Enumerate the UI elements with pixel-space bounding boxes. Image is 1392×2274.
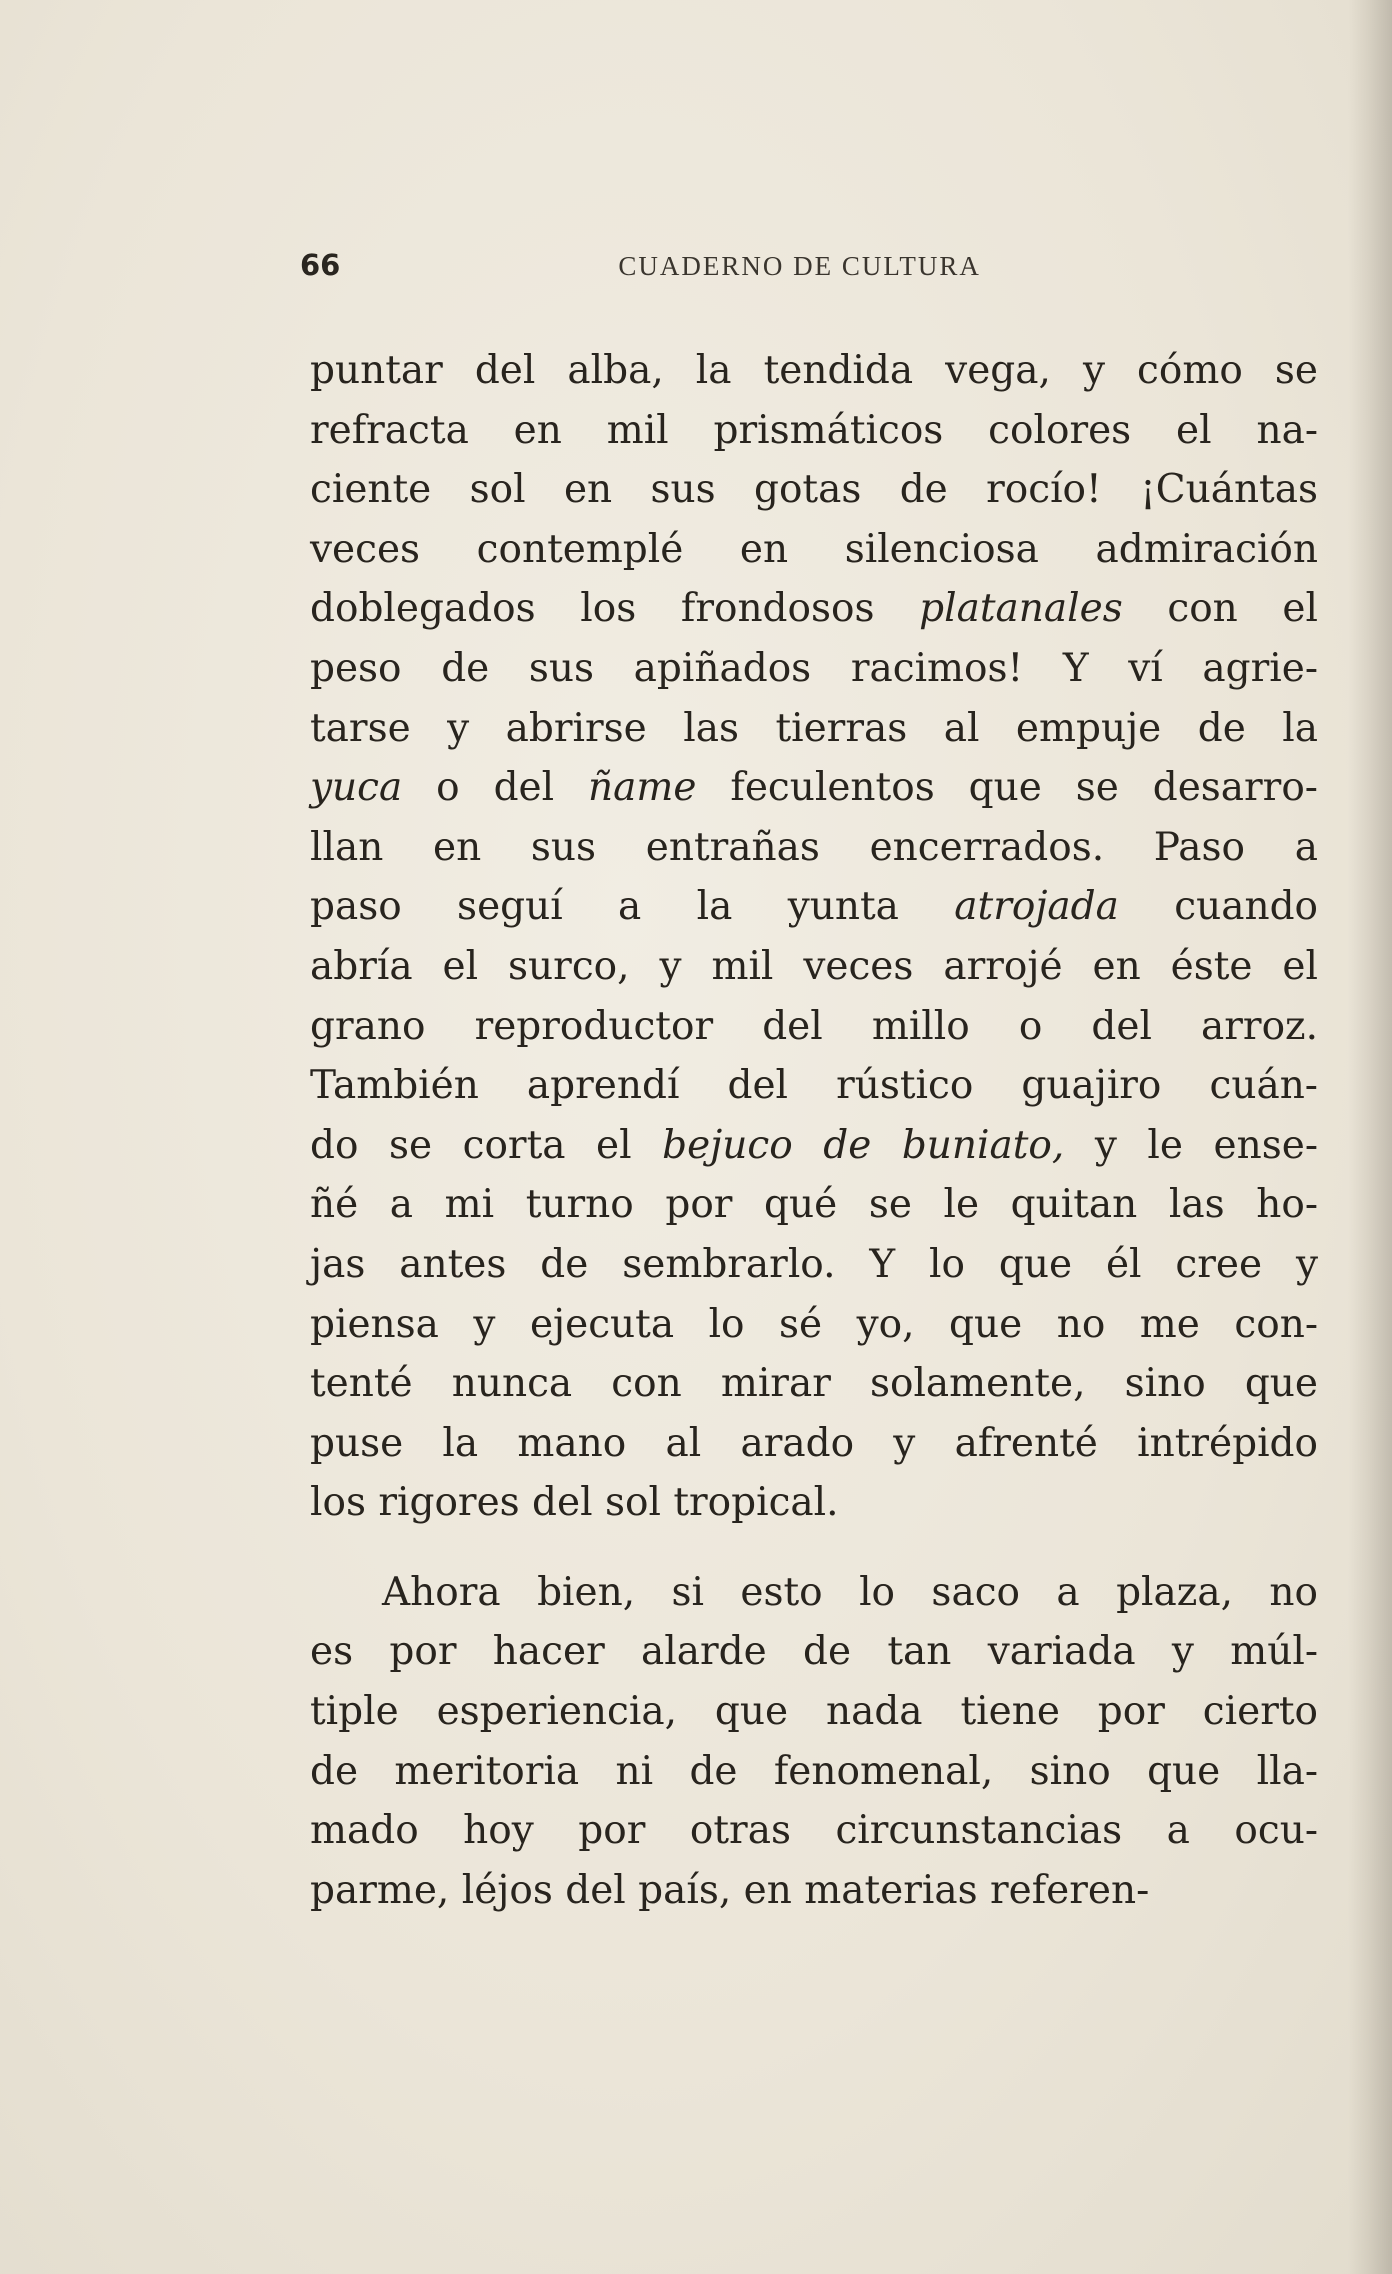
text-line	[310, 639, 1318, 699]
text-segment: tenté nunca con mirar solamente, sino que	[310, 1361, 1318, 1407]
text-segment: ciente sol en sus gotas de rocío! ¡Cuántas	[310, 467, 1318, 513]
page-header	[300, 248, 1040, 288]
text-segment: do se corta el	[310, 1122, 663, 1168]
text-segment: llan en sus entrañas encerrados. Paso a	[310, 824, 1318, 870]
text-segment: peso de sus apiñados racimos! Y ví agrie-	[310, 645, 1318, 691]
text-segment: los rigores del sol tropical.	[310, 1480, 839, 1526]
text-segment: doblegados los frondosos	[310, 586, 920, 632]
text-line	[310, 1622, 1318, 1682]
text-segment: También aprendí del rústico guajiro cuán-	[310, 1063, 1318, 1109]
running-head: CUADERNO DE CULTURA	[618, 251, 981, 281]
italic-term: yuca	[310, 765, 403, 811]
text-segment: grano reproductor del millo o del arroz.	[310, 1003, 1318, 1049]
text-line	[310, 1295, 1318, 1355]
text-segment: abría el surco, y mil veces arrojé en éste el	[310, 943, 1318, 989]
text-line	[310, 460, 1318, 520]
text-segment: piensa y ejecuta lo sé yo, que no me con-	[310, 1301, 1318, 1347]
text-segment: refracta en mil prismáticos colores el na-	[310, 407, 1318, 453]
page-number: 66	[300, 248, 341, 282]
text-segment: veces contemplé en silenciosa admiración	[310, 526, 1318, 572]
text-line	[310, 1801, 1318, 1861]
text-segment: mado hoy por otras circunstancias a ocu-	[310, 1808, 1318, 1854]
text-segment: es por hacer alarde de tan variada y múl-	[310, 1629, 1318, 1675]
text-segment: feculentos que se desarro-	[696, 765, 1318, 811]
text-line	[310, 1354, 1318, 1414]
text-line	[310, 1682, 1318, 1742]
text-segment: paso seguí a la yunta	[310, 884, 955, 930]
italic-term: ñame	[588, 765, 697, 811]
text-segment: de meritoria ni de fenomenal, sino que lla-	[310, 1748, 1318, 1794]
text-segment: con el	[1122, 586, 1318, 632]
text-line	[310, 401, 1318, 461]
text-line	[310, 341, 1318, 401]
text-line	[310, 1175, 1318, 1235]
text-line	[310, 758, 1318, 818]
text-segment: tiple esperiencia, que nada tiene por cierto	[310, 1689, 1318, 1735]
text-line	[310, 937, 1318, 997]
text-segment: parme, léjos del país, en materias referen-	[310, 1867, 1150, 1913]
text-line	[310, 997, 1318, 1057]
text-segment: cuando	[1118, 884, 1319, 930]
text-segment: y le ense-	[1064, 1122, 1318, 1168]
body-text	[310, 341, 1318, 1920]
italic-term: platanales	[919, 586, 1123, 632]
text-line	[310, 1414, 1318, 1474]
text-line	[310, 1742, 1318, 1802]
text-segment: puse la mano al arado y afrenté intrépido	[310, 1420, 1318, 1466]
text-segment: Ahora bien, si esto lo saco a plaza, no	[382, 1569, 1318, 1615]
binding-shadow	[1348, 0, 1392, 2274]
text-segment: o del	[402, 765, 589, 811]
text-segment: jas antes de sembrarlo. Y lo que él cree y	[310, 1241, 1318, 1287]
text-line	[310, 579, 1318, 639]
text-segment: tarse y abrirse las tierras al empuje de la	[310, 705, 1318, 751]
italic-term: atrojada	[954, 884, 1119, 930]
text-segment: puntar del alba, la tendida vega, y cómo se	[310, 348, 1318, 393]
text-line	[310, 1861, 1318, 1921]
paragraph-gap	[310, 1533, 1318, 1563]
text-line	[310, 877, 1318, 937]
text-line	[310, 1235, 1318, 1295]
italic-term: bejuco de buniato,	[662, 1122, 1065, 1168]
text-segment: ñé a mi turno por qué se le quitan las ho-	[310, 1182, 1318, 1228]
text-line	[310, 1563, 1318, 1623]
text-line	[310, 699, 1318, 759]
text-line	[310, 1116, 1318, 1176]
text-line	[310, 1473, 1318, 1533]
text-line	[310, 1056, 1318, 1116]
paragraph	[310, 1563, 1318, 1921]
paragraph	[310, 341, 1318, 1533]
text-line	[310, 520, 1318, 580]
text-line	[310, 818, 1318, 878]
